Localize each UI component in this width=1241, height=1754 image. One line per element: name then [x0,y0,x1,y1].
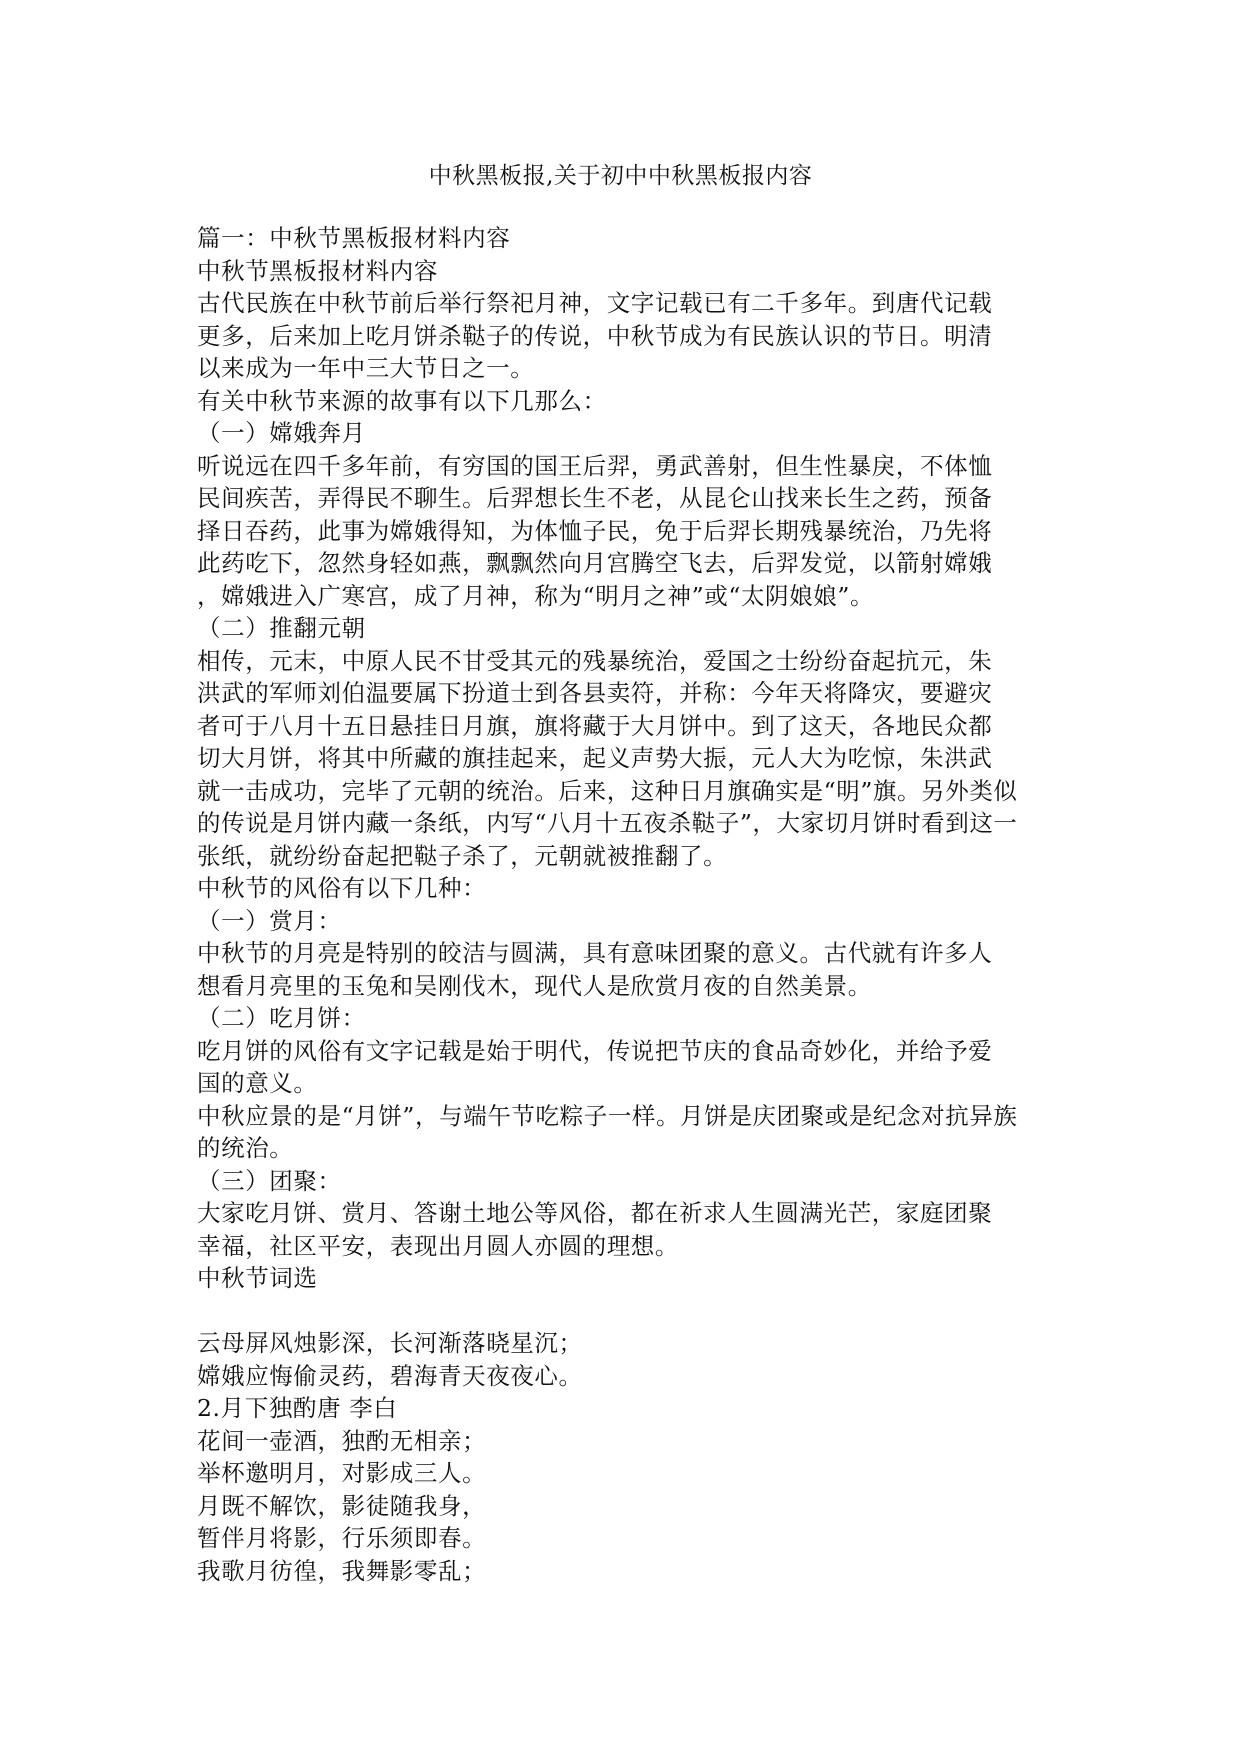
text-line: 听说远在四千多年前，有穷国的国王后羿，勇武善射，但生性暴戾，不体恤 [197,451,993,480]
text-line: （一）赏月： [197,906,342,935]
text-line: （二）吃月饼： [197,1004,366,1032]
text-line: （三）团聚： [197,1166,342,1195]
text-line: 月既不解饮，影徒随我身， [197,1491,487,1520]
text-line: 民间疾苦，弄得民不聊生。后羿想长生不老，从昆仑山找来长生之药，预备 [197,484,993,512]
text-line: 者可于八月十五日悬挂日月旗，旗将藏于大月饼中。到了这天，各地民众都 [197,711,993,740]
text-line: 举杯邀明月，对影成三人。 [197,1459,487,1487]
text-line: 篇一：中秋节黑板报材料内容 [197,224,511,252]
text-line: 2.月下独酌唐 李白 [197,1394,398,1422]
text-line: 想看月亮里的玉兔和吴刚伐木，现代人是欣赏月夜的自然美景。 [197,971,872,1000]
text-line: 的统治。 [197,1134,294,1162]
text-line: 国的意义。 [197,1069,318,1097]
text-line: 切大月饼，将其中所藏的旗挂起来，起义声势大振，元人大为吃惊，朱洪武 [197,744,993,772]
text-line: 有关中秋节来源的故事有以下几那么： [197,386,607,415]
text-line: 此药吃下，忽然身轻如燕，飘飘然向月宫腾空飞去，后羿发觉，以箭射嫦娥 [197,549,993,577]
text-line: 以来成为一年中三大节日之一。 [197,354,535,382]
text-line: 幸福，社区平安，表现出月圆人亦圆的理想。 [197,1231,679,1260]
text-line: 中秋节的风俗有以下几种： [197,874,487,902]
text-line: 择日吞药，此事为嫦娥得知，为体恤子民，免于后羿长期残暴统治，乃先将 [197,516,993,545]
text-line: 就一击成功，完毕了元朝的统治。后来，这种日月旗确实是“明”旗。另外类似 [197,776,1018,805]
document-body [197,222,1047,1587]
text-line: ，嫦娥进入广寒宫，成了月神，称为“明月之神”或“太阴娘娘”。 [197,581,875,610]
text-line: （一）嫦娥奔月 [197,419,366,447]
text-line: （二）推翻元朝 [197,614,366,642]
text-line: 的传说是月饼内藏一条纸，内写“八月十五夜杀鞑子”，大家切月饼时看到这一 [197,809,1018,837]
text-line: 古代民族在中秋节前后举行祭祀月神，文字记载已有二千多年。到唐代记载 [197,289,993,317]
text-line: 我歌月彷徨，我舞影零乱； [197,1556,487,1585]
document-title: 中秋黑板报,关于初中中秋黑板报内容 [428,163,813,189]
text-line: 中秋节的月亮是特别的皎洁与圆满，具有意味团聚的意义。古代就有许多人 [197,939,993,967]
text-line: 嫦娥应悔偷灵药，碧海青天夜夜心。 [197,1361,583,1390]
text-line: 相传，元末，中原人民不甘受其元的残暴统治，爱国之士纷纷奋起抗元，朱 [197,646,993,675]
text-line: 中秋应景的是“月饼”，与端午节吃粽子一样。月饼是庆团聚或是纪念对抗异族 [197,1101,1018,1130]
blank-line [197,1295,1047,1328]
text-line: 洪武的军师刘伯温要属下扮道士到各县卖符，并称：今年天将降灾，要避灾 [197,679,993,707]
text-line: 吃月饼的风俗有文字记载是始于明代，传说把节庆的食品奇妙化，并给予爱 [197,1036,993,1065]
text-line: 暂伴月将影，行乐须即春。 [197,1524,487,1552]
text-line: 花间一壶酒，独酌无相亲； [197,1426,487,1455]
text-line: 中秋节黑板报材料内容 [197,256,438,285]
text-line: 中秋节词选 [197,1264,318,1292]
text-line: 更多，后来加上吃月饼杀鞑子的传说，中秋节成为有民族认识的节日。明清 [197,321,993,350]
text-line: 张纸，就纷纷奋起把鞑子杀了，元朝就被推翻了。 [197,841,728,870]
text-line: 云母屏风烛影深，长河渐落晓星沉； [197,1329,583,1357]
text-line: 大家吃月饼、赏月、答谢土地公等风俗，都在祈求人生圆满光芒，家庭团聚 [197,1199,993,1227]
